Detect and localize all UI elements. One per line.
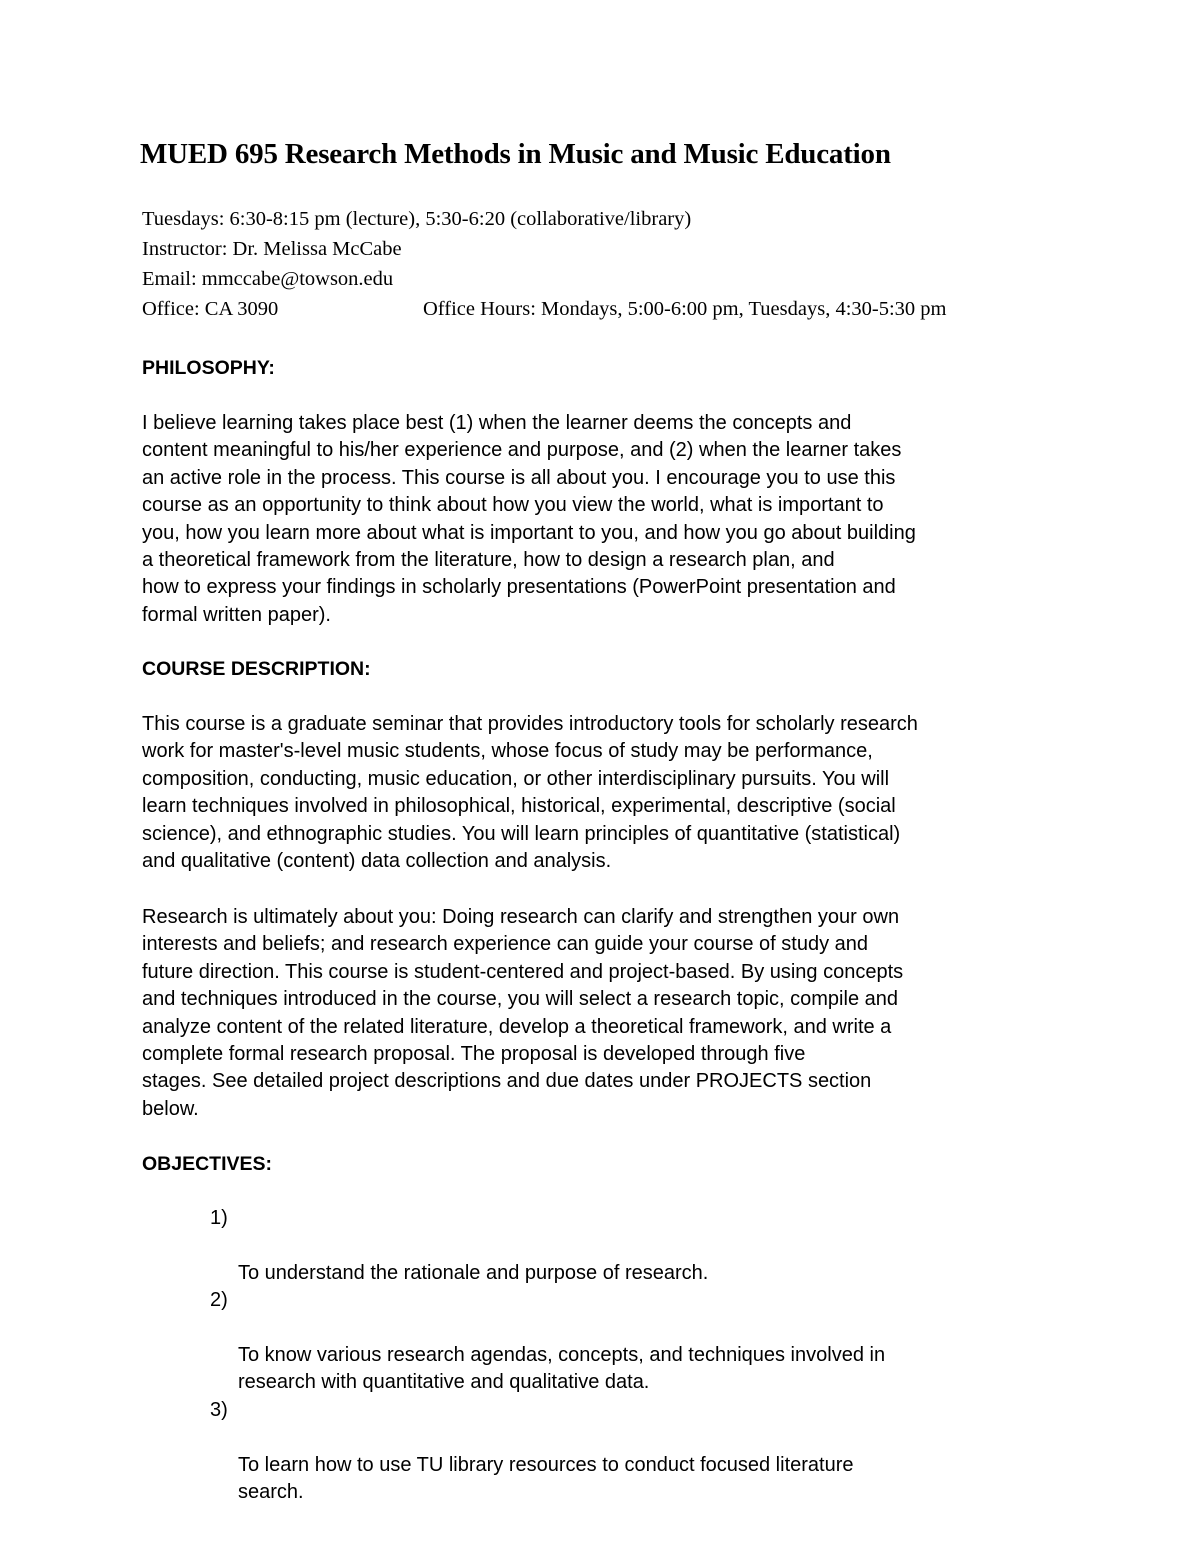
course-description-heading: COURSE DESCRIPTION: bbox=[142, 658, 371, 680]
objective-item bbox=[210, 1205, 1030, 1287]
objectives-heading: OBJECTIVES: bbox=[142, 1153, 273, 1175]
office-location: Office: CA 3090 bbox=[142, 298, 279, 320]
philosophy-paragraph: I believe learning takes place best (1) when the learner deems the concepts and content meaningful to his/her experience and purpose, and (2) when the learner takes an active role in the process. This course is all about you. I encourage you to use this course as an opportunity to think about how you view the world, what is important to you, how you learn more about what is important to you, and how you go about building a theoretical framework from the literature, how to design a research plan, and how to express your findings in scholarly presentations (PowerPoint presentation and formal written paper). bbox=[142, 412, 916, 626]
objective-number: 3) bbox=[210, 1398, 228, 1421]
course-description-paragraph: This course is a graduate seminar that provides introductory tools for scholarly research work for master's-level music students, whose focus of study may be performance, composition, conducting, music education, or other interdisciplinary pursuits. You will learn techniques involved in philosophical, historical, experimental, descriptive (social science), and ethnographic studies. You will learn principles of quantitative (statistical) and qualitative (content) data collection and analysis. bbox=[142, 713, 918, 873]
objective-number: 1) bbox=[210, 1207, 228, 1229]
objectives-list bbox=[210, 1205, 1030, 1506]
objective-item bbox=[210, 1397, 1030, 1507]
objective-text: To learn how to use TU library resources to conduct focused literature search. bbox=[238, 1453, 854, 1504]
office-hours: Office Hours: Mondays, 5:00-6:00 pm, Tuesdays, 4:30-5:30 pm bbox=[423, 298, 947, 320]
instructor-email: Email: mmccabe@towson.edu bbox=[142, 268, 394, 290]
objective-item bbox=[210, 1287, 1030, 1397]
course-title: MUED 695 Research Methods in Music and Music Education bbox=[140, 138, 891, 170]
research-paragraph: Research is ultimately about you: Doing research can clarify and strengthen your own interests and beliefs; and research experience can guide your course of study and future direction. This course is student-centered and project-based. By using concepts and techniques introduced in the course, you will select a research topic, compile and analyze content of the related literature, develop a theoretical framework, and write a complete formal research proposal. The proposal is developed through five stages. See detailed project descriptions and due dates under PROJECTS section below. bbox=[142, 906, 904, 1120]
objective-number: 2) bbox=[210, 1289, 228, 1312]
philosophy-heading: PHILOSOPHY: bbox=[142, 357, 275, 379]
objective-text: To understand the rationale and purpose of research. bbox=[238, 1261, 709, 1284]
class-schedule: Tuesdays: 6:30-8:15 pm (lecture), 5:30-6:20 (collaborative/library) bbox=[142, 208, 692, 230]
instructor-name: Instructor: Dr. Melissa McCabe bbox=[142, 238, 402, 260]
objective-text: To know various research agendas, concepts, and techniques involved in research with quantitative and qualitative data. bbox=[238, 1344, 886, 1394]
